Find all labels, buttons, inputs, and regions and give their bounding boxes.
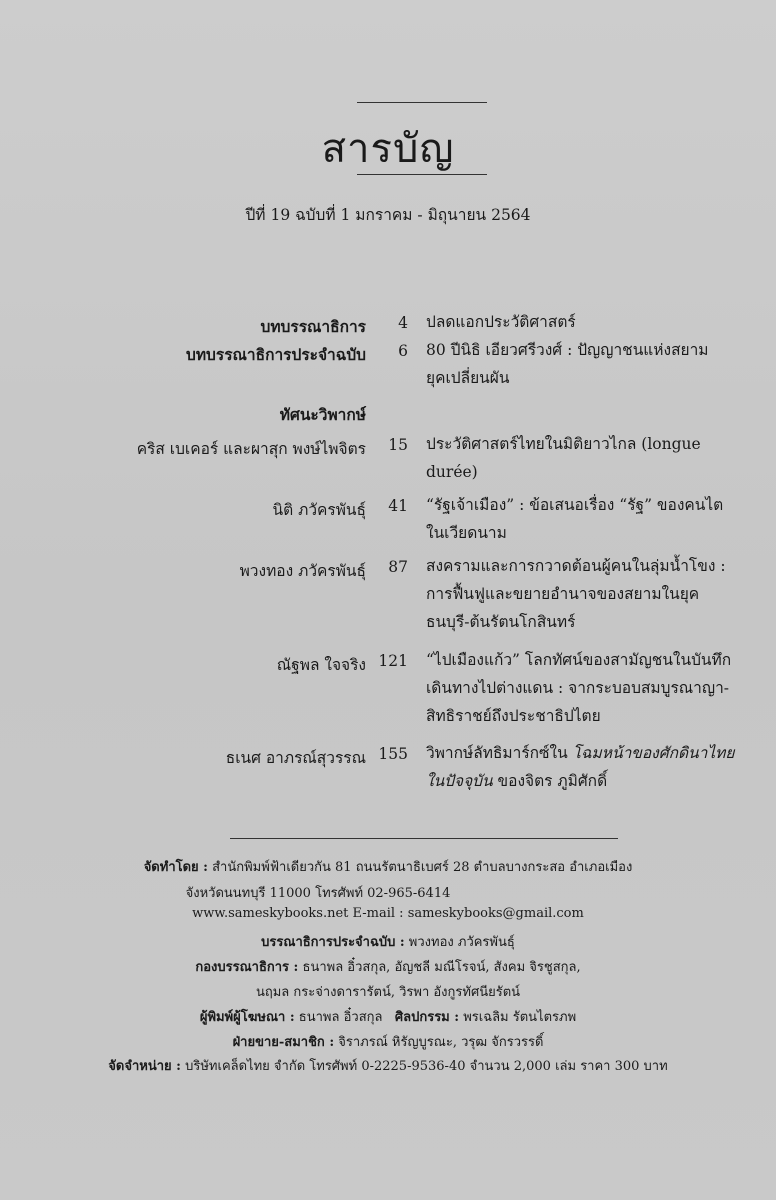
- toc-title: [426, 646, 736, 730]
- credits-publisher-ad: [0, 1006, 776, 1027]
- issue-info: ปีที่ 19 ฉบับที่ 1 มกราคม - มิถุนายน 2564: [245, 206, 531, 224]
- credits-label: กองบรรณาธิการ :: [195, 960, 299, 975]
- toc-title-italic: โฉมหน้าของศักดินาไทย: [572, 744, 735, 762]
- credits-publisher-line2: [0, 882, 706, 903]
- toc-title-line: เดินทางไปต่างแดน : จากระบอบสมบูรณาญา-: [426, 679, 730, 697]
- toc-title-line: “ไปเมืองแก้ว” โลกทัศน์ของสามัญชนในบันทึก: [426, 651, 732, 669]
- credits-sales: [0, 1031, 776, 1052]
- credits-value: จังหวัดนนทบุรี 11000 โทรศัพท์ 02-965-6414: [185, 886, 451, 901]
- credits-value: นฤมล กระจ่างดารารัตน์, วิรพา อังกูรทัศนียรัตน์: [255, 985, 521, 1000]
- credits-divider: [230, 838, 618, 839]
- toc-title: [426, 336, 736, 392]
- toc-title-line: ปลดแอกประวัติศาสตร์: [426, 313, 576, 331]
- toc-title-text: วิพากษ์ลัทธิมาร์กซ์ใน: [426, 744, 573, 762]
- toc-author: นิติ ภวัครพันธุ์: [272, 501, 366, 519]
- toc-page-number: 41: [388, 497, 408, 515]
- credits-board-line2: [0, 981, 776, 1002]
- credits-label: ศิลปกรรม :: [394, 1010, 460, 1025]
- toc-section-title: ทัศนะวิพากษ์: [279, 405, 366, 424]
- toc-title-line: durée): [426, 463, 478, 481]
- credits-web: [0, 906, 776, 921]
- toc-title-line: การฟื้นฟูและขยายอำนาจของสยามในยุค: [426, 585, 700, 603]
- toc-title-line: ในเวียดนาม: [426, 524, 507, 542]
- credits-issue-editor: [0, 931, 776, 952]
- toc-title-italic: ในปัจจุบัน: [426, 772, 493, 790]
- credits-value: พรเฉลิม รัตนไตรภพ: [463, 1010, 577, 1025]
- credits-value: ธนาพล อิ๋วสกุล: [298, 1010, 383, 1025]
- credits-label: บรรณาธิการประจำฉบับ :: [261, 935, 405, 950]
- toc-title-line: [426, 767, 736, 795]
- toc-page-number: 155: [378, 745, 408, 763]
- toc-page-number: 15: [388, 436, 408, 454]
- toc-author: บทบรรณาธิการ: [260, 317, 366, 336]
- toc-title-line: สิทธิราชย์ถึงประชาธิปไตย: [426, 707, 601, 725]
- credits-value: www.sameskybooks.net E-mail : sameskybooks@gmail.com: [192, 906, 584, 921]
- toc-author: ธเนศ อาภรณ์สุวรรณ: [225, 749, 366, 767]
- toc-title: [426, 739, 736, 795]
- toc-author: บทบรรณาธิการประจำฉบับ: [185, 345, 366, 364]
- credits-board-line1: [0, 956, 776, 977]
- toc-page-number: 121: [378, 652, 408, 670]
- toc-page-number: 4: [398, 314, 408, 332]
- credits-label: ผู้พิมพ์ผู้โฆษณา :: [199, 1010, 295, 1025]
- toc-title-line: ประวัติศาสตร์ไทยในมิติยาวไกล (longue: [426, 435, 701, 453]
- toc-title-line: 80 ปีนิธิ เอียวศรีวงศ์ : ปัญญาชนแห่งสยาม: [426, 341, 709, 359]
- toc-title: [426, 430, 736, 486]
- toc-title: [426, 308, 736, 336]
- toc-title-line: ธนบุรี-ต้นรัตนโกสินทร์: [426, 613, 576, 631]
- credits-publisher-line1: [0, 856, 776, 877]
- credits-label: จัดทำโดย :: [143, 860, 208, 875]
- credits-value: สำนักพิมพ์ฟ้าเดียวกัน 81 ถนนรัตนาธิเบศร์ 28 ตำบลบางกระสอ อำเภอเมือง: [212, 860, 633, 875]
- toc-title-line: [426, 739, 736, 767]
- credits-distribution: [0, 1055, 776, 1076]
- toc-title: [426, 552, 736, 636]
- credits-value: ธนาพล อิ๋วสกุล, อัญชลี มณีโรจน์, สังคม จิรชูสกุล,: [302, 960, 581, 975]
- page-title: สารบัญ: [321, 126, 455, 172]
- toc-author: พวงทอง ภวัครพันธุ์: [239, 562, 366, 580]
- credits-label: จัดจำหน่าย :: [108, 1059, 181, 1074]
- credits-value: บริษัทเคล็ดไทย จำกัด โทรศัพท์ 0-2225-9536-40 จำนวน 2,000 เล่ม ราคา 300 บาท: [185, 1059, 668, 1074]
- toc-title-line: สงครามและการกวาดต้อนผู้คนในลุ่มน้ำโขง :: [426, 557, 726, 575]
- toc-title-text: ของจิตร ภูมิศักดิ์: [492, 772, 608, 790]
- title-bottom-rule: [357, 174, 487, 175]
- toc-title-line: ยุคเปลี่ยนผัน: [426, 369, 510, 387]
- credits-value: พวงทอง ภวัครพันธุ์: [408, 935, 515, 950]
- title-top-rule: [357, 102, 487, 103]
- toc-title-line: “รัฐเจ้าเมือง” : ข้อเสนอเรื่อง “รัฐ” ของคนไต: [426, 496, 724, 514]
- toc-page-number: 6: [398, 342, 408, 360]
- credits-label: ฝ่ายขาย-สมาชิก :: [232, 1035, 335, 1050]
- toc-page-number: 87: [388, 558, 408, 576]
- toc-author: คริส เบเคอร์ และผาสุก พงษ์ไพจิตร: [136, 440, 366, 458]
- toc-title: [426, 491, 736, 547]
- credits-value: จิราภรณ์ หิรัญบูรณะ, วรุฒ จักรวรรดิ์: [338, 1035, 544, 1050]
- toc-author: ณัฐพล ใจจริง: [276, 656, 366, 674]
